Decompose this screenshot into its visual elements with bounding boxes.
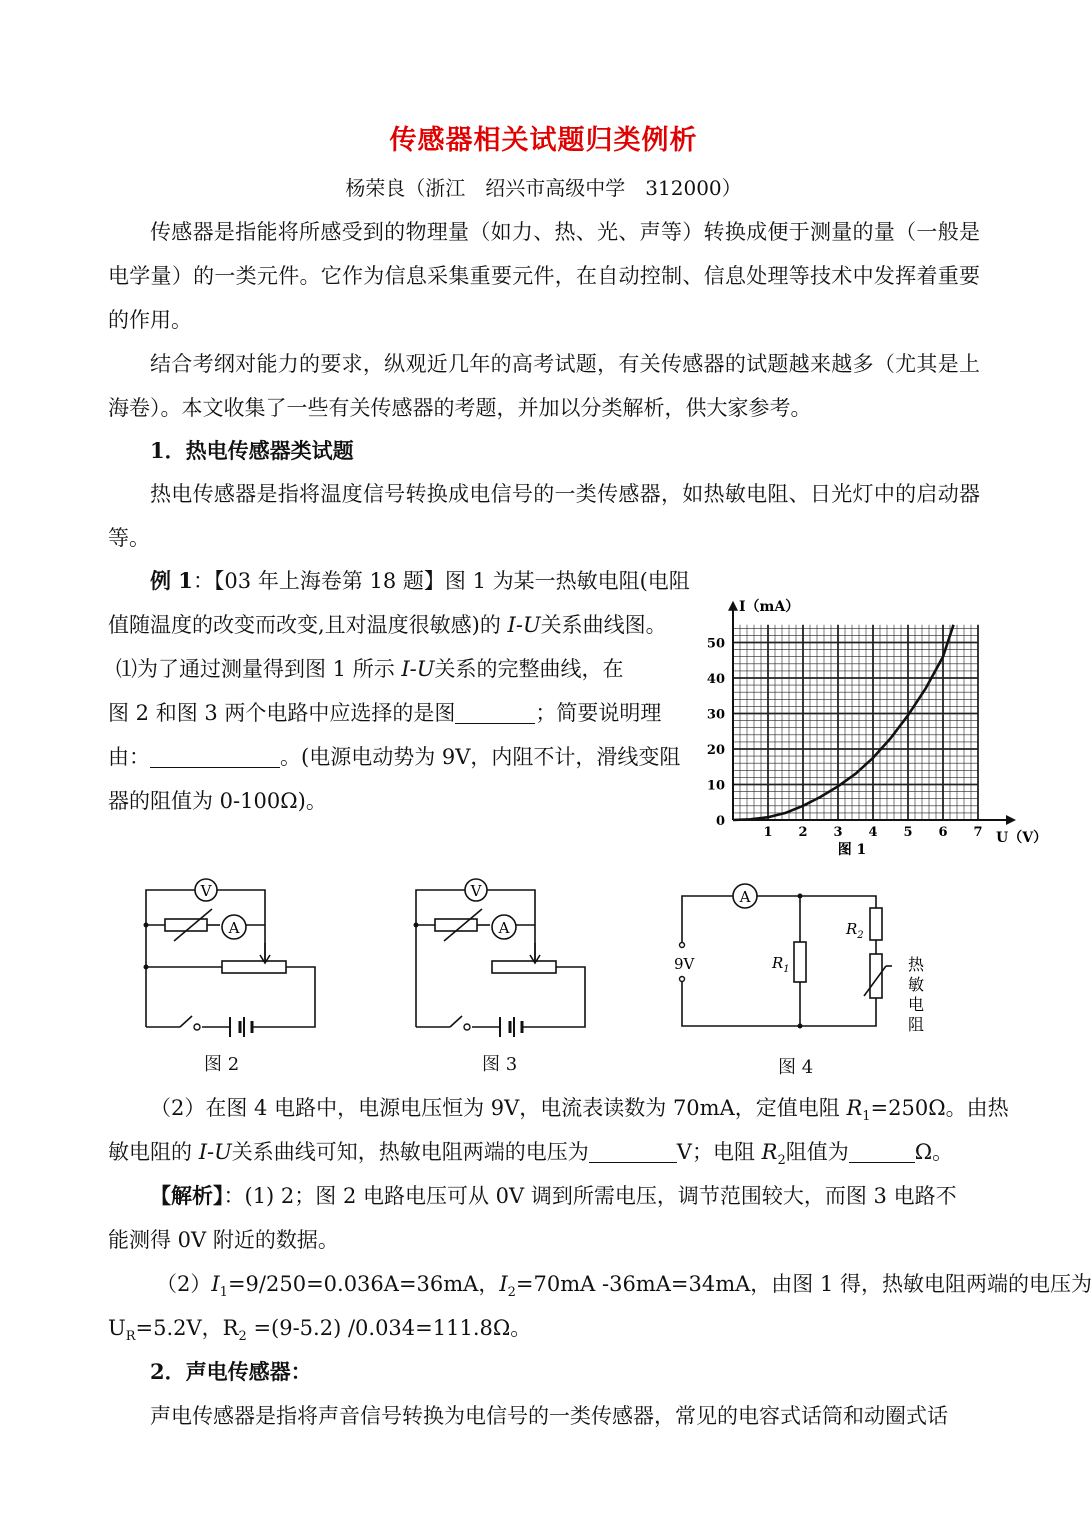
example-1-line-5: 由： 。(电源电动势为 9V，内阻不计，滑线变阻 — [108, 745, 681, 769]
example-1-line-2: 值随温度的改变而改变,且对温度很敏感)的 I-U关系曲线图。 — [108, 613, 667, 637]
r2-label: $R_2$ — [846, 920, 864, 941]
section-2-description: 声电传感器是指将声音信号转换为电信号的一类传感器，常见的电容式话筒和动圈式话 — [150, 1404, 948, 1428]
source-voltage-label: 9V — [674, 955, 695, 973]
y-tick-label: 40 — [706, 672, 725, 687]
figure-2-caption: 图 2 — [204, 1054, 240, 1075]
section-2-heading: 2．声电传感器： — [150, 1359, 312, 1384]
intro-paragraph-2: 结合考纲对能力的要求，纵观近几年的高考试题，有关传感器的试题越来越多（尤其是上海卷）。本文收集了一些有关传感器的考题，并加以分类解析，供大家参考。 — [108, 352, 980, 420]
circuit-figure-4 — [660, 880, 960, 1040]
y-tick-label: 0 — [715, 814, 725, 829]
svg-text:热: 热 — [908, 955, 925, 974]
svg-text:阻: 阻 — [908, 1015, 925, 1034]
svg-text:电: 电 — [908, 995, 925, 1014]
analysis-line-4: $U_R=5.2V$，$R_2 =(9-5.2)$ /0.034=111.8Ω。 — [108, 1316, 532, 1345]
iu-curve — [733, 625, 954, 820]
y-tick-label: 30 — [706, 707, 725, 723]
section-1-description: 热电传感器是指将温度信号转换成电信号的一类传感器，如热敏电阻、日光灯中的启动器等。 — [108, 482, 980, 550]
question-2-line-2: 敏电阻的 I-U关系曲线可知，热敏电阻两端的电压为 V；电阻 $R_2$阻值为 Ω。 — [108, 1140, 954, 1169]
x-tick-label: 6 — [938, 825, 948, 840]
x-tick-label: 5 — [903, 825, 913, 840]
analysis-label: 【解析】 — [150, 1183, 224, 1208]
page-title: 传感器相关试题归类例析 — [389, 125, 698, 156]
y-tick-label: 50 — [706, 636, 725, 652]
answer-blank-reason — [150, 745, 280, 768]
answer-blank-figure — [455, 701, 535, 724]
author-line: 杨荣良（浙江 绍兴市高级中学 312000） — [345, 176, 742, 200]
x-tick-label: 7 — [973, 825, 983, 840]
example-1-line-6: 器的阻值为 0-100Ω)。 — [108, 789, 327, 813]
figure-4-caption: 图 4 — [778, 1057, 814, 1078]
intro-paragraph-1: 传感器是指能将所感受到的物理量（如力、热、光、声等）转换成便于测量的量（一般是电学量）的一类元件。它作为信息采集重要元件，在自动控制、信息处理等技术中发挥着重要的作用。 — [108, 220, 980, 332]
y-axis-label: I（mA） — [739, 598, 800, 615]
section-1-heading: 1．热电传感器类试题 — [150, 438, 354, 463]
x-tick-label: 4 — [868, 825, 878, 840]
figure-3-caption: 图 3 — [482, 1054, 518, 1075]
ammeter-label: A — [228, 919, 240, 937]
analysis-line-2: 能测得 0V 附近的数据。 — [108, 1228, 339, 1252]
ammeter-label: A — [739, 888, 751, 906]
y-tick-label: 10 — [706, 778, 725, 794]
example-1-line-1: 例 1：【03 年上海卷第 18 题】图 1 为某一热敏电阻(电阻 — [150, 568, 690, 593]
answer-blank-voltage — [589, 1140, 677, 1163]
voltmeter-label: V — [470, 882, 482, 900]
y-axis-arrow — [728, 601, 738, 611]
answer-blank-resistance — [849, 1140, 915, 1163]
svg-text:敏: 敏 — [908, 975, 925, 994]
example-label: 例 1 — [150, 568, 193, 593]
x-axis-label: U（V） — [996, 830, 1048, 846]
example-1-line-4: 图 2 和图 3 两个电路中应选择的是图 ；简要说明理 — [108, 701, 662, 725]
circuit-figure-3 — [400, 875, 600, 1045]
x-tick-label: 2 — [798, 825, 808, 840]
y-tick-label: 20 — [706, 743, 725, 758]
x-tick-label: 1 — [763, 825, 773, 840]
ammeter-label: A — [498, 919, 510, 937]
iu-curve-chart — [700, 590, 1048, 860]
x-axis-arrow — [1006, 815, 1016, 825]
figure-1-caption: 图 1 — [837, 842, 867, 858]
analysis-line-3: $(2)I_1=9/250=0.036A=36mA$，$I_2=70mA$ -36mA=34mA，由图 1 得，热敏电阻两端的电压为 — [156, 1272, 1092, 1301]
question-2-line-1: （2）在图 4 电路中，电源电压恒为 9V，电流表读数为 70mA，定值电阻 $R_1=250\Omega$。由热 — [150, 1096, 1009, 1125]
analysis-line-1: 【解析】：(1) 2；图 2 电路电压可从 0V 调到所需电压，调节范围较大，而图 3 电路不 — [150, 1183, 957, 1208]
circuit-figure-2 — [130, 875, 330, 1045]
voltmeter-label: V — [200, 882, 212, 900]
x-tick-label: 3 — [833, 825, 843, 840]
example-1-line-3: ⑴为了通过测量得到图 1 所示 I-U关系的完整曲线，在 — [116, 657, 624, 681]
thermistor-label — [908, 955, 925, 1034]
r1-label: $R_1$ — [772, 954, 790, 975]
